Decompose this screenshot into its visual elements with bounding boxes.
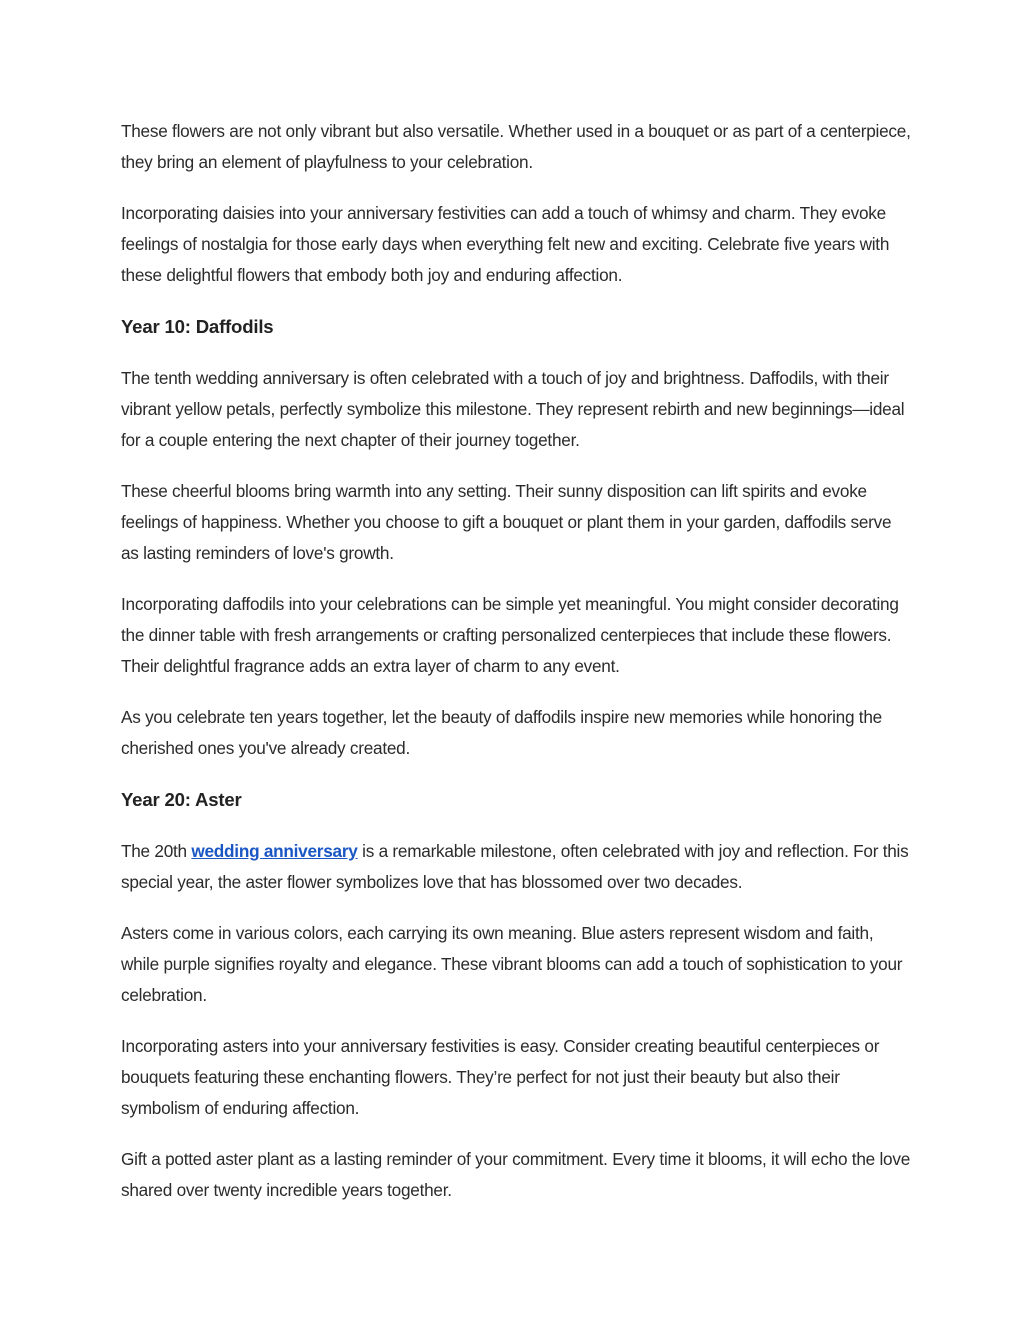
heading-year-10-daffodils: Year 10: Daffodils [121, 316, 274, 337]
paragraph-daffodils-intro: The tenth wedding anniversary is often celebrated with a touch of joy and brightness. Daffodils, with their vibrant yellow petals, perfectly symbolize this milestone. They represent rebirth and new beginnings—ideal for a couple entering the next chapter of their journey together. [121, 368, 905, 450]
paragraph-aster-colors: Asters come in various colors, each carrying its own meaning. Blue asters represent wisdom and faith, while purple signifies royalty and elegance. These vibrant blooms can add a touch of sophistication to your celebration. [121, 923, 903, 1005]
paragraph-daffodils-warmth: These cheerful blooms bring warmth into any setting. Their sunny disposition can lift spirits and evoke feelings of happiness. Whether you choose to gift a bouquet or plant them in your garden, daffodils serve as lasting reminders of love's growth. [121, 481, 892, 563]
aster-intro-before: The 20th [121, 841, 192, 861]
heading-year-20-aster: Year 20: Aster [121, 789, 242, 810]
paragraph-aster-gift: Gift a potted aster plant as a lasting reminder of your commitment. Every time it blooms, it will echo the love shared over twenty incredible years together. [121, 1149, 911, 1200]
aster-intro-after: is a remarkable milestone, often celebrated with joy and reflection. For this special year, the aster flower symbolizes love that has blossomed over two decades. [121, 841, 909, 892]
paragraph-daffodils-closing: As you celebrate ten years together, let the beauty of daffodils inspire new memories while honoring the cherished ones you've already created. [121, 707, 882, 758]
paragraph-aster-intro [121, 836, 911, 898]
paragraph-daffodils-incorporating: Incorporating daffodils into your celebrations can be simple yet meaningful. You might consider decorating the dinner table with fresh arrangements or crafting personalized centerpieces that include these flowers. Their delightful fragrance adds an extra layer of charm to any event. [121, 594, 899, 676]
paragraph-daisies-incorporating: Incorporating daisies into your anniversary festivities can add a touch of whimsy and charm. They evoke feelings of nostalgia for those early days when everything felt new and exciting. Celebrate five years with these delightful flowers that embody both joy and enduring affection. [121, 203, 890, 285]
paragraph-aster-incorporating: Incorporating asters into your anniversary festivities is easy. Consider creating beautiful centerpieces or bouquets featuring these enchanting flowers. They’re perfect for not just their beauty but also their symbolism of enduring affection. [121, 1036, 880, 1118]
wedding-anniversary-link[interactable]: wedding anniversary [191, 841, 358, 861]
article-body [121, 116, 911, 1226]
paragraph-daisies-versatile: These flowers are not only vibrant but also versatile. Whether used in a bouquet or as part of a centerpiece, they bring an element of playfulness to your celebration. [121, 121, 911, 172]
